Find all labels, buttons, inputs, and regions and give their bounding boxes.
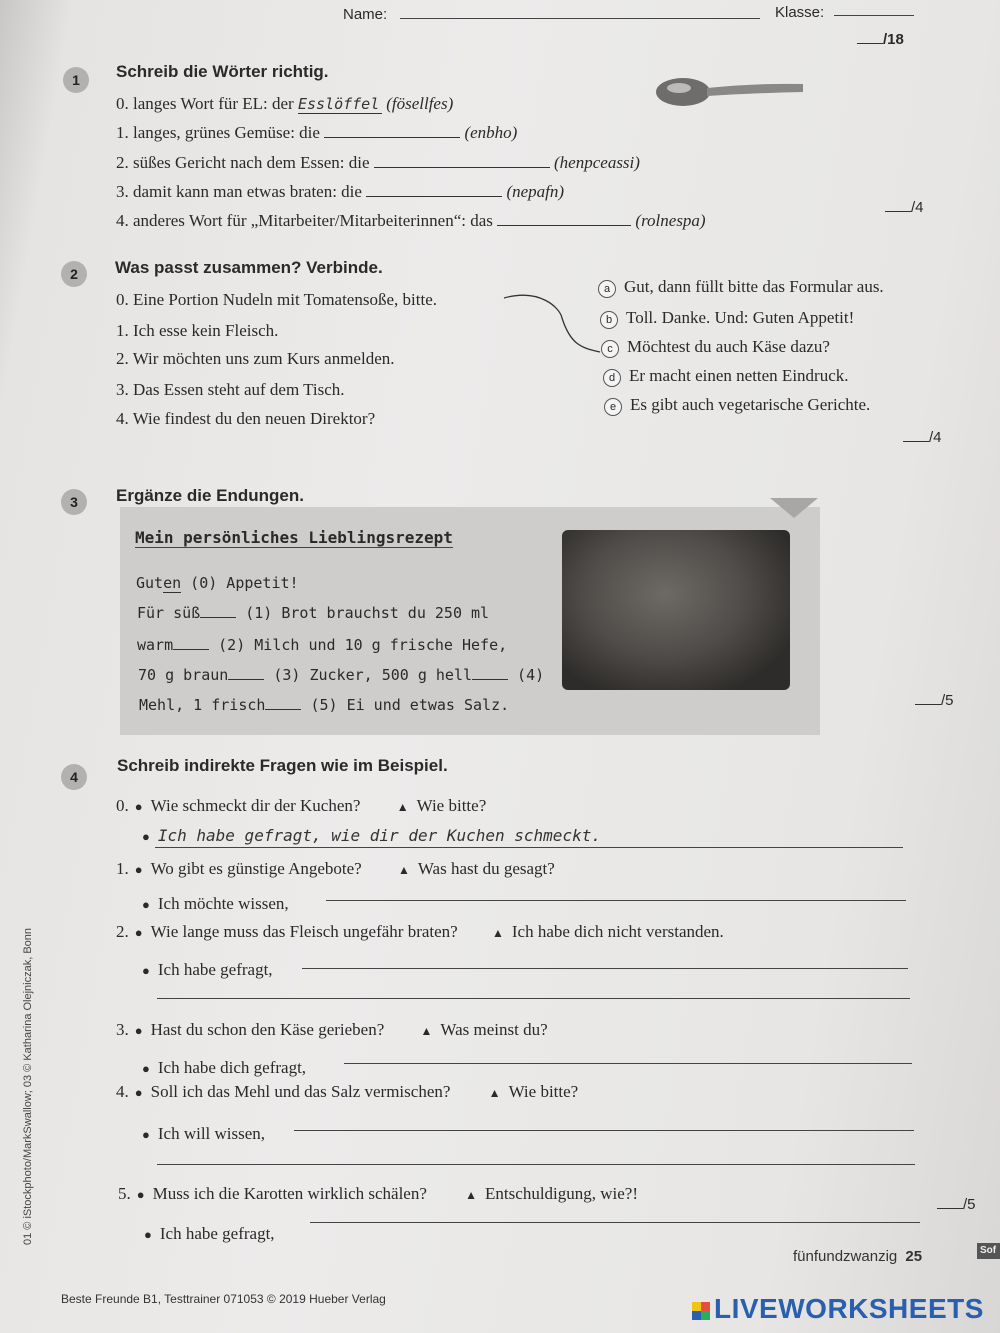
recipe-line-1: Für süß (1) Brot brauchst du 250 ml xyxy=(137,604,490,622)
s4-question-1: 1. ● Wo gibt es günstige Angebote? ▲ Was hast du gesagt? xyxy=(116,859,555,878)
s4-question-4: 4. ● Soll ich das Mehl und das Salz vermischen? ▲ Wie bitte? xyxy=(116,1082,579,1101)
section-3-number: 3 xyxy=(61,489,87,515)
s1-answer-2[interactable] xyxy=(374,167,550,168)
liveworksheets-logo: LIVEWORKSHEETS xyxy=(692,1293,984,1325)
s4-answer-row-0: ● Ich habe gefragt, wie dir der Kuchen schmeckt. xyxy=(142,826,601,845)
section-1-title: Schreib die Wörter richtig. xyxy=(116,62,329,81)
s4-line-3[interactable] xyxy=(344,1063,912,1064)
s1-answer-1[interactable] xyxy=(324,137,460,138)
s1-item-2: 2. süßes Gericht nach dem Essen: die (henpceassi) xyxy=(116,153,640,172)
name-field[interactable] xyxy=(400,18,760,19)
recipe-line-0: Guten (0) Appetit! xyxy=(136,574,299,592)
s2-left-2: 2. Wir möchten uns zum Kurs anmelden. xyxy=(116,349,395,368)
section-3-score: /5 xyxy=(915,692,954,709)
s4-question-5: 5. ● Muss ich die Karotten wirklich schälen? ▲ Entschuldigung, wie?! xyxy=(118,1184,639,1203)
recipe-line-2: warm (2) Milch und 10 g frische Hefe, xyxy=(137,636,508,654)
class-label: Klasse: xyxy=(775,4,825,21)
s4-line-2a[interactable] xyxy=(302,968,908,969)
s2-right-a[interactable]: a Gut, dann füllt bitte das Formular aus. xyxy=(598,277,884,298)
spoon-image xyxy=(655,75,807,109)
s1-answer-0[interactable]: Esslöffel xyxy=(298,95,382,114)
s1-answer-4[interactable] xyxy=(497,225,631,226)
s2-right-d[interactable]: d Er macht einen netten Eindruck. xyxy=(603,366,849,387)
corner-tab: Sof xyxy=(977,1243,1000,1259)
section-3-title: Ergänze die Endungen. xyxy=(116,486,304,505)
bread-photo xyxy=(562,530,790,690)
page-number: fünfundzwanzig 25 xyxy=(793,1248,923,1265)
s4-question-3: 3. ● Hast du schon den Käse gerieben? ▲ Was meinst du? xyxy=(116,1020,548,1039)
ending-1[interactable] xyxy=(200,617,236,618)
card-corner xyxy=(770,498,820,520)
s1-item-0: 0. langes Wort für EL: der Esslöffel (fösellfes) xyxy=(116,94,454,113)
s4-start-4: ● Ich will wissen, xyxy=(142,1124,266,1143)
s1-item-4: 4. anderes Wort für „Mitarbeiter/Mitarbeiterinnen“: das (rolnespa) xyxy=(116,211,706,230)
s4-line-5[interactable] xyxy=(310,1222,920,1223)
s2-left-1: 1. Ich esse kein Fleisch. xyxy=(116,321,279,340)
section-1-score: /4 xyxy=(885,199,924,216)
total-score: /18 xyxy=(857,31,904,48)
section-4-number: 4 xyxy=(61,764,87,790)
s4-line-1[interactable] xyxy=(326,900,906,901)
s4-line-4a[interactable] xyxy=(294,1130,914,1131)
s4-line-2b[interactable] xyxy=(157,998,910,999)
section-2-number: 2 xyxy=(61,261,87,287)
s4-start-1: ● Ich möchte wissen, xyxy=(142,894,289,913)
s4-question-0: 0. ● Wie schmeckt dir der Kuchen? ▲ Wie bitte? xyxy=(116,796,487,815)
name-label: Name: xyxy=(343,6,388,23)
s4-start-5: ● Ich habe gefragt, xyxy=(144,1224,275,1243)
s4-start-3: ● Ich habe dich gefragt, xyxy=(142,1058,307,1077)
section-2-score: /4 xyxy=(903,429,942,446)
image-credit: 01 © iStockphoto/MarkSwallow; 03 © Katharina Olejniczak, Bonn xyxy=(22,927,34,1245)
section-2-title: Was passt zusammen? Verbinde. xyxy=(115,258,383,277)
s4-question-2: 2. ● Wie lange muss das Fleisch ungefähr braten? ▲ Ich habe dich nicht verstanden. xyxy=(116,922,724,941)
section-4-title: Schreib indirekte Fragen wie im Beispiel. xyxy=(117,756,448,775)
section-4-score: /5 xyxy=(937,1196,976,1213)
ending-5[interactable] xyxy=(265,709,301,710)
s2-right-e[interactable]: e Es gibt auch vegetarische Gerichte. xyxy=(604,395,870,416)
section-1-number: 1 xyxy=(63,67,89,93)
s2-right-c[interactable]: c Möchtest du auch Käse dazu? xyxy=(601,337,830,358)
s2-right-b[interactable]: b Toll. Danke. Und: Guten Appetit! xyxy=(600,308,854,329)
match-line xyxy=(500,288,604,358)
s4-answer-0: Ich habe gefragt, wie dir der Kuchen schmeckt. xyxy=(157,826,601,845)
class-field[interactable] xyxy=(834,15,914,16)
recipe-title: Mein persönliches Lieblingsrezept xyxy=(135,528,453,547)
s4-line-4b[interactable] xyxy=(157,1164,915,1165)
ending-3[interactable] xyxy=(228,679,264,680)
ending-4[interactable] xyxy=(472,679,508,680)
s4-start-2: ● Ich habe gefragt, xyxy=(142,960,273,979)
liveworksheets-icon xyxy=(692,1302,710,1320)
s1-item-1: 1. langes, grünes Gemüse: die (enbho) xyxy=(116,123,518,142)
s2-left-3: 3. Das Essen steht auf dem Tisch. xyxy=(116,380,345,399)
publisher-credit: Beste Freunde B1, Testtrainer 071053 © 2019 Hueber Verlag xyxy=(61,1292,386,1306)
recipe-line-4: Mehl, 1 frisch (5) Ei und etwas Salz. xyxy=(139,696,510,714)
s4-line-0 xyxy=(155,847,903,848)
s1-item-3: 3. damit kann man etwas braten: die (nepafn) xyxy=(116,182,565,201)
recipe-line-3: 70 g braun (3) Zucker, 500 g hell (4) xyxy=(138,666,545,684)
ending-2[interactable] xyxy=(173,649,209,650)
s2-left-4: 4. Wie findest du den neuen Direktor? xyxy=(116,409,376,428)
s1-answer-3[interactable] xyxy=(366,196,502,197)
s2-left-0: 0. Eine Portion Nudeln mit Tomatensoße, bitte. xyxy=(116,290,437,309)
